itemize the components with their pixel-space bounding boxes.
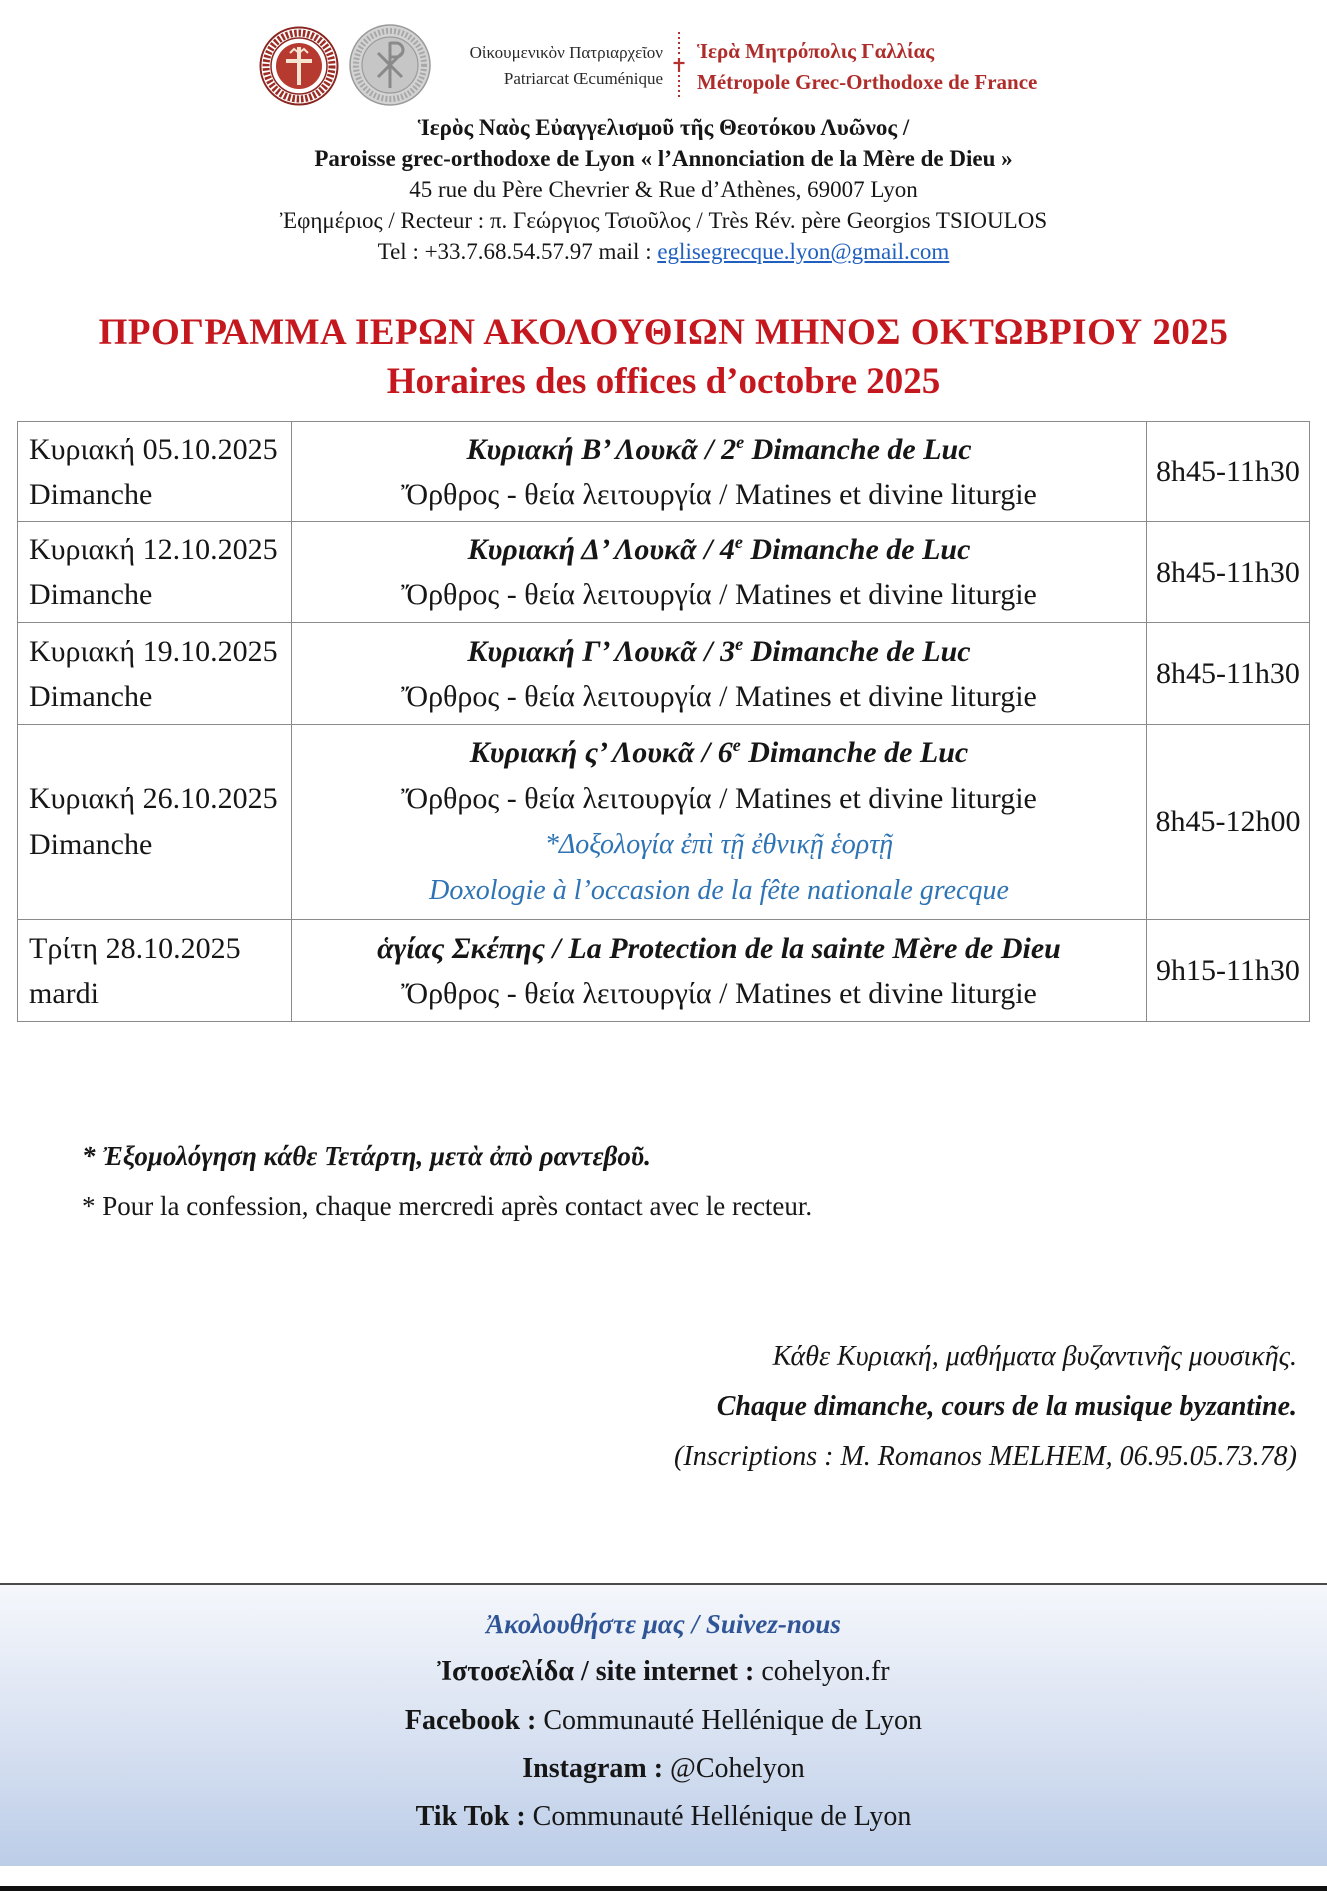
service-description-cell [292, 623, 1147, 725]
email-link[interactable]: eglisegrecque.lyon@gmail.com [657, 239, 950, 264]
date-greek: Κυριακή 12.10.2025 [29, 533, 278, 566]
feast-title [292, 730, 1146, 776]
feast-title-ordinal: e [732, 735, 741, 755]
schedule-table [17, 421, 1310, 1022]
office-name: Ὄρθρος - θεία λειτουργία / Matines et divine liturgie [401, 782, 1037, 815]
metropolis-greek: Ἱερὰ Μητρόπολις Γαλλίας [697, 39, 935, 63]
music-inscriptions: (Inscriptions : M. Romanos MELHEM, 06.95.05.73.78) [674, 1441, 1297, 1472]
feast-title-main: Κυριακή ς’ Λουκᾶ / 6 [469, 736, 733, 769]
patriarchate-seal-icon [259, 26, 339, 106]
service-row [18, 725, 1310, 920]
patriarchate-french: Patriarcat Œcuménique [503, 69, 663, 88]
date-french: mardi [29, 976, 99, 1010]
bottom-rule [0, 1886, 1327, 1891]
footer-instagram [0, 1745, 1327, 1793]
music-note-french: Chaque dimanche, cours de la musique byzantine. [716, 1391, 1297, 1422]
footer-facebook [0, 1697, 1327, 1745]
service-date-cell [18, 522, 292, 623]
footer-value: @Cohelyon [670, 1752, 805, 1784]
footer-heading: Ἀκολουθήστε μας / Suivez-nous [486, 1609, 841, 1639]
contact-line [0, 236, 1327, 267]
date-french: Dimanche [29, 477, 153, 511]
service-date-cell [18, 725, 292, 920]
contact-phone: Tel : +33.7.68.54.57.97 mail : [377, 239, 652, 264]
confession-note-french: * Pour la confession, chaque mercredi après contact avec le recteur. [82, 1191, 813, 1221]
parish-name-greek: Ἱερὸς Ναὸς Εὐαγγελισμοῦ τῆς Θεοτόκου Λυῶνος / [417, 115, 910, 140]
parish-name-french: Paroisse grec-orthodoxe de Lyon « l’Annonciation de la Mère de Dieu » [314, 146, 1013, 171]
date-greek: Κυριακή 26.10.2025 [29, 782, 278, 815]
service-date-cell [18, 422, 292, 522]
footer-label: Ἰστοσελίδα / site internet : [437, 1656, 755, 1688]
parish-info [0, 112, 1327, 267]
patriarchate-greek: Οἰκουμενικὸν Πατριαρχεῖον [469, 43, 663, 62]
feast-title-rest: Dimanche de Luc [750, 533, 971, 566]
service-row [18, 623, 1310, 725]
feast-title-main: Κυριακή Δ’ Λουκᾶ / 4 [467, 533, 735, 566]
service-time: 8h45-11h30 [1147, 623, 1310, 725]
service-description-cell [292, 725, 1147, 920]
footer-tiktok [0, 1793, 1327, 1841]
footer-label: Facebook : [404, 1704, 537, 1736]
confession-note-greek: * Ἐξομολόγηση κάθε Τετάρτη, μετὰ ἀπὸ ραντεβοῦ. [82, 1141, 651, 1171]
parish-address: 45 rue du Père Chevrier & Rue d’Athènes, 69007 Lyon [409, 177, 918, 202]
doxology-note-french: Doxologie à l’occasion de la fête nationale grecque [429, 875, 1009, 906]
feast-title-rest: Dimanche de Luc [751, 432, 972, 466]
patriarchate-name [400, 40, 663, 92]
footer-label: Instagram : [522, 1752, 664, 1784]
footer-label: Tik Tok : [415, 1801, 526, 1833]
date-greek: Κυριακή 05.10.2025 [29, 432, 278, 466]
service-time: 9h15-11h30 [1147, 920, 1310, 1022]
service-time: 8h45-11h30 [1147, 422, 1310, 522]
footer-website [0, 1648, 1327, 1696]
office-name: Ὄρθρος - θεία λειτουργία / Matines et divine liturgie [401, 477, 1037, 511]
office-name: Ὄρθρος - θεία λειτουργία / Matines et divine liturgie [401, 578, 1037, 611]
doxology-note-greek: *Δοξολογία ἐπὶ τῇ ἐθνικῇ ἑορτῇ [544, 829, 894, 860]
office-name: Ὄρθρος - θεία λειτουργία / Matines et divine liturgie [401, 679, 1037, 713]
service-description-cell [292, 522, 1147, 623]
feast-title-ordinal: e [734, 532, 743, 552]
service-time: 8h45-11h30 [1147, 522, 1310, 623]
feast-title: ἁγίας Σκέπης / La Protection de la sainte Mère de Dieu [377, 931, 1061, 965]
footer-value: Communauté Hellénique de Lyon [532, 1801, 912, 1833]
metropolis-french: Métropole Grec-Orthodoxe de France [697, 70, 1038, 94]
office-name: Ὄρθρος - θεία λειτουργία / Matines et divine liturgie [401, 976, 1037, 1010]
feast-title [292, 427, 1146, 472]
date-greek: Τρίτη 28.10.2025 [29, 931, 241, 965]
service-description-cell [292, 920, 1147, 1022]
service-row [18, 920, 1310, 1022]
date-french: Dimanche [29, 828, 153, 861]
footer-value: cohelyon.fr [761, 1656, 890, 1688]
date-french: Dimanche [29, 578, 153, 611]
music-note-greek: Κάθε Κυριακή, μαθήματα βυζαντινῆς μουσικῆς. [772, 1341, 1297, 1372]
service-description-cell [292, 422, 1147, 522]
feast-title-main: Κυριακή Β’ Λουκᾶ / 2 [466, 432, 737, 466]
service-row [18, 422, 1310, 522]
byzantine-music-notice [674, 1332, 1297, 1482]
date-french: Dimanche [29, 679, 153, 713]
feast-title-rest: Dimanche de Luc [748, 736, 969, 769]
metropolis-name [697, 36, 1037, 98]
date-greek: Κυριακή 19.10.2025 [29, 634, 278, 668]
feast-title-main: Κυριακή Γ’ Λουκᾶ / 3 [467, 634, 736, 668]
service-date-cell [18, 623, 292, 725]
feast-title [292, 527, 1146, 572]
confession-notes [82, 1131, 812, 1231]
parish-rector: Ἐφημέριος / Recteur : π. Γεώργιος Τσιοῦλος / Très Rév. père Georgios TSIOULOS [279, 208, 1048, 233]
social-footer [0, 1600, 1327, 1841]
service-time: 8h45-12h00 [1147, 725, 1310, 920]
feast-title [292, 629, 1146, 674]
title-french: Horaires des offices d’octobre 2025 [386, 361, 941, 402]
feast-title-ordinal: e [736, 431, 745, 452]
page-title [0, 308, 1327, 406]
cross-icon [669, 30, 689, 100]
footer-value: Communauté Hellénique de Lyon [543, 1704, 923, 1736]
service-row [18, 522, 1310, 623]
feast-title-ordinal: e [735, 633, 744, 654]
title-greek: ΠΡΟΓΡΑΜΜΑ ΙΕΡΩΝ ΑΚΟΛΟΥΘΙΩΝ ΜΗΝΟΣ ΟΚΤΩΒΡΙΟΥ 2025 [98, 312, 1229, 353]
feast-title-rest: Dimanche de Luc [750, 634, 971, 668]
service-date-cell [18, 920, 292, 1022]
